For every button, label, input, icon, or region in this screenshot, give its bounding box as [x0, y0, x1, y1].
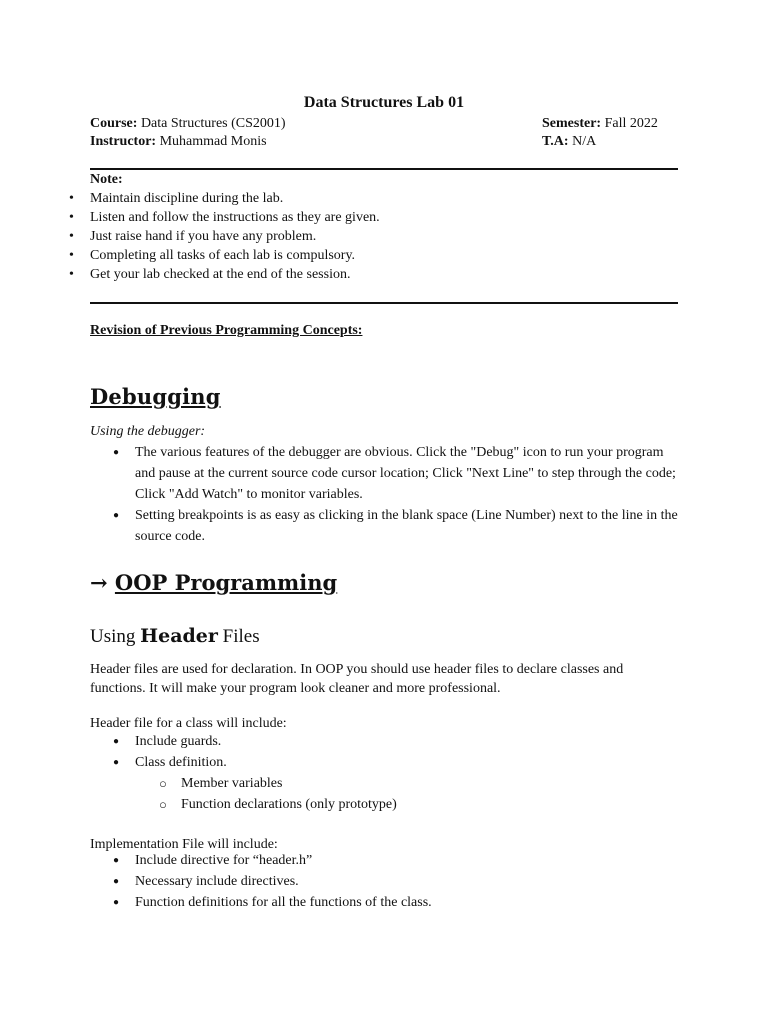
note-label: Note:	[90, 172, 123, 187]
ta-label: T.A:	[542, 134, 569, 149]
instructor-line	[90, 133, 267, 151]
class-item: ● Include guards.	[135, 731, 227, 752]
debugger-list	[135, 442, 680, 547]
note-item: • Completing all tasks of each lab is compulsory.	[90, 246, 380, 265]
class-item: ● Class definition.	[135, 752, 227, 773]
semester-line	[542, 115, 658, 133]
debugging-heading: Debugging	[90, 384, 221, 409]
course-value: Data Structures (CS2001)	[140, 116, 286, 131]
revision-heading: Revision of Previous Programming Concepts:	[90, 323, 363, 338]
note-item: • Listen and follow the instructions as they are given.	[90, 208, 380, 227]
impl-intro: Implementation File will include:	[90, 837, 278, 852]
header-files-heading	[90, 625, 260, 648]
note-item: • Maintain discipline during the lab.	[90, 189, 380, 208]
debugger-item: ● The various features of the debugger are obvious. Click the "Debug" icon to run your program and pause at the current source code cursor location; Click "Next Line" to step through the code; Click "Add Watch" to monitor variables.	[135, 442, 680, 505]
note-item: • Just raise hand if you have any problem.	[90, 227, 380, 246]
ta-value: N/A	[572, 134, 597, 149]
class-intro: Header file for a class will include:	[90, 716, 287, 731]
instructor-value: Muhammad Monis	[159, 134, 267, 149]
note-list	[90, 189, 380, 284]
course-label: Course:	[90, 116, 138, 131]
header-files-intro: Header files are used for declaration. In OOP you should use header files to declare classes and functions. It will make your program look cleaner and more professional.	[90, 662, 624, 696]
document-title: Data Structures Lab 01	[303, 94, 465, 111]
impl-item: ● Include directive for “header.h”	[135, 850, 432, 871]
ta-line	[542, 133, 596, 151]
class-list	[135, 731, 227, 773]
semester-label: Semester:	[542, 116, 602, 131]
impl-item: ● Necessary include directives.	[135, 871, 432, 892]
header-heading-bold: Header	[140, 625, 218, 647]
debugger-subheading: Using the debugger:	[90, 424, 206, 439]
semester-value: Fall 2022	[604, 116, 658, 131]
note-item: • Get your lab checked at the end of the session.	[90, 265, 380, 284]
instructor-label: Instructor:	[90, 134, 157, 149]
header-heading-pre: Using	[90, 626, 141, 647]
arrow-icon: →	[90, 570, 108, 595]
oop-heading	[90, 570, 337, 595]
course-line	[90, 115, 286, 133]
debugger-item: ● Setting breakpoints is as easy as clicking in the blank space (Line Number) next to the line in the source code.	[135, 505, 680, 547]
class-subitem: ○ Member variables	[181, 773, 397, 794]
class-subitem: ○ Function declarations (only prototype)	[181, 794, 397, 815]
oop-heading-text: OOP Programming	[114, 570, 338, 595]
top-divider	[90, 168, 678, 170]
header-heading-post: Files	[217, 626, 260, 647]
impl-item: ● Function definitions for all the functions of the class.	[135, 892, 432, 913]
bottom-divider	[90, 302, 678, 304]
class-sublist	[181, 773, 397, 815]
impl-list	[135, 850, 432, 913]
